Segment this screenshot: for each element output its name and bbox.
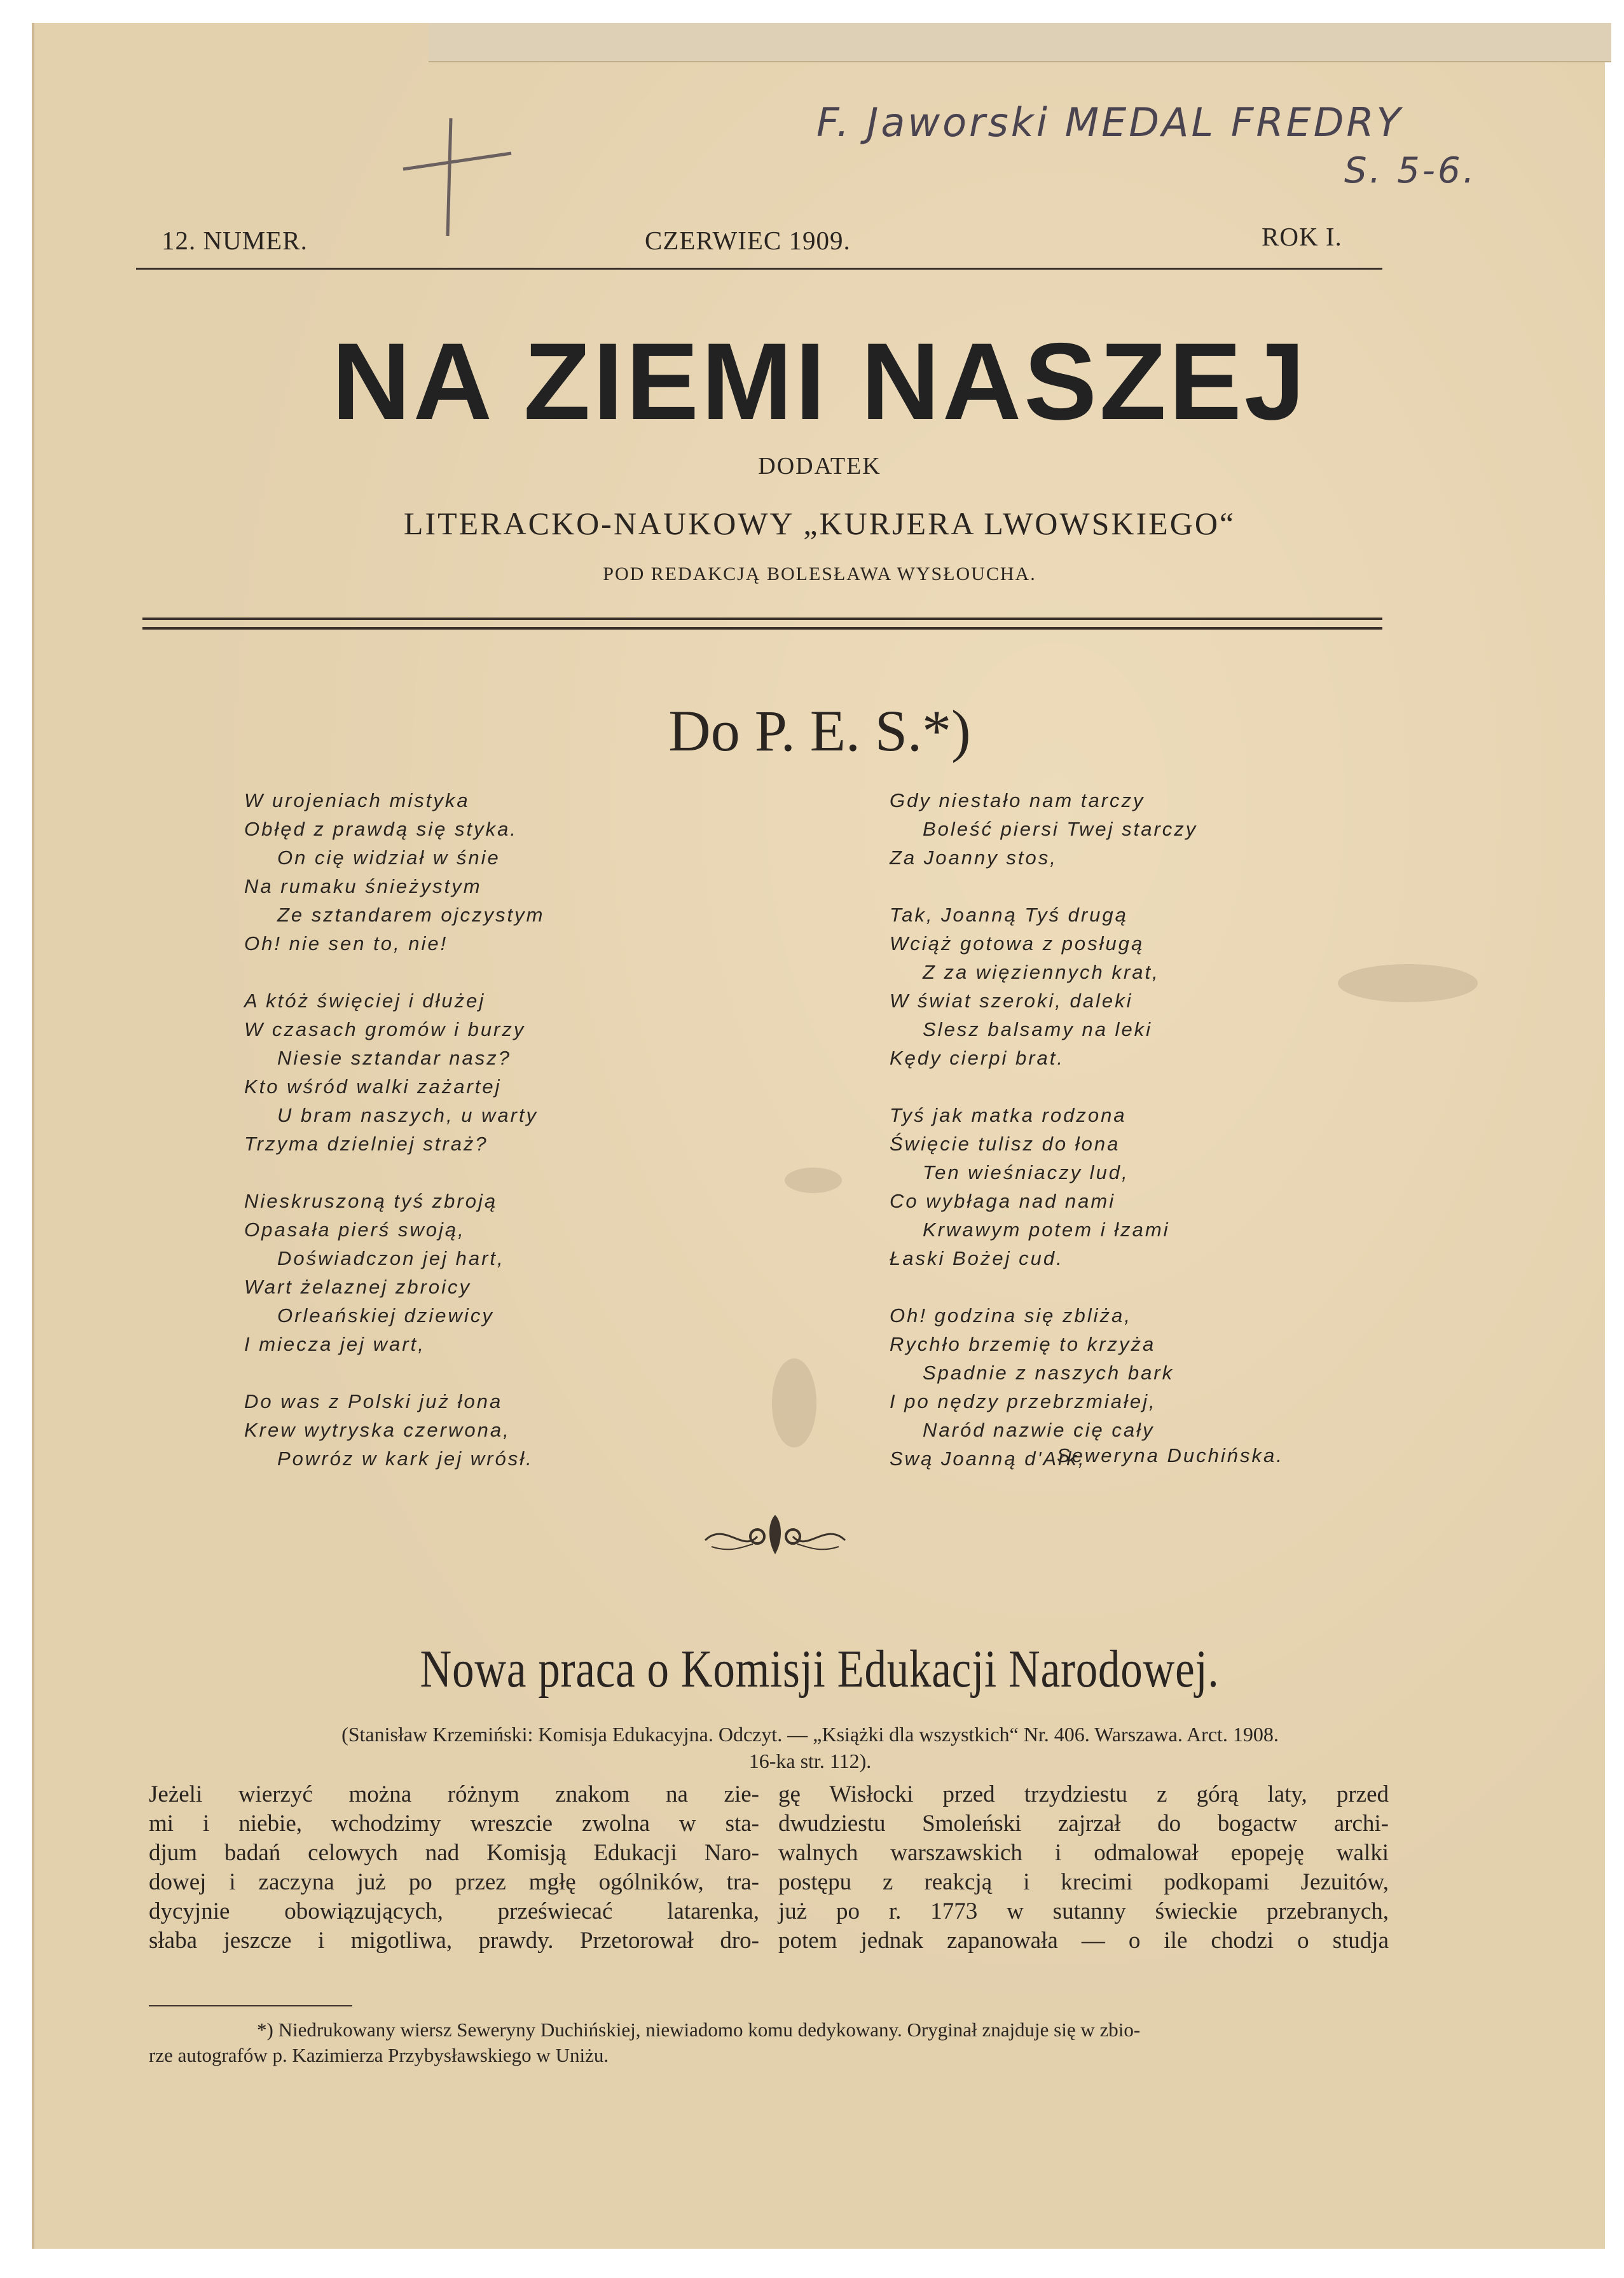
footnote-rule: [149, 2005, 352, 2006]
article-title: Nowa praca o Komisji Edukacji Narodowej.: [420, 1639, 1220, 1699]
poem-line: Boleść piersi Twej starczy: [923, 818, 1198, 840]
poem-line: Wart żelaznej zbroicy: [244, 1276, 472, 1298]
footnote-line1: *) Niedrukowany wiersz Seweryny Duchińskiej, niewiadomo komu dedykowany. Oryginał znajduje się w zbio-: [257, 2019, 1141, 2041]
poem-line: Za Joanny stos,: [890, 846, 1057, 869]
masthead-subtitle-literary: LITERACKO-NAUKOWY „KURJERA LWOWSKIEGO“: [403, 506, 1236, 541]
poem-line: Kędy cierpi brat.: [890, 1047, 1064, 1069]
article-reference: [174, 1721, 1446, 1774]
article-left-column: [149, 1780, 759, 1956]
poem-line: Na rumaku śnieżystym: [244, 875, 482, 897]
poem-line: Obłęd z prawdą się styka.: [244, 818, 518, 840]
issue-number: 12. NUMER.: [162, 226, 308, 255]
poem-line: Łaski Bożej cud.: [890, 1247, 1064, 1269]
poem-line: I po nędzy przebrzmiałej,: [890, 1390, 1157, 1412]
article-line: dycyjnie obowiązujących, przeświecać latarenka,: [149, 1898, 759, 1924]
poem-right-column: [890, 786, 1373, 1473]
poem-line: W urojeniach mistyka: [244, 789, 470, 811]
poem-line: Wciąż gotowa z posługą: [890, 932, 1145, 955]
article-reference-line1: (Stanisław Krzemiński: Komisja Edukacyjna. Odczyt. — „Książki dla wszystkich“ Nr. 406. Warszawa. Arct. 1908.: [341, 1723, 1279, 1746]
poem-line: Do was z Polski już łona: [244, 1390, 503, 1412]
poem-line: W czasach gromów i burzy: [244, 1018, 526, 1040]
stanza-gap: [244, 1358, 689, 1387]
handwritten-page-ref: S. 5-6.: [1344, 150, 1477, 191]
article-reference-line2: 16-ka str. 112).: [748, 1750, 872, 1772]
stanza-gap: [244, 958, 689, 986]
handwritten-note: F. Jaworski MEDAL FREDRY: [816, 99, 1403, 146]
article-line: djum badań celowych nad Komisją Edukacji Naro-: [149, 1840, 759, 1866]
poem-line: Nieskruszoną tyś zbroją: [244, 1190, 498, 1212]
article-line: mi i niebie, wchodzimy wreszcie zwolna w sta-: [149, 1811, 759, 1837]
masthead-title: NA ZIEMI NASZEJ: [331, 321, 1308, 443]
poem-line: Krew wytryska czerwona,: [244, 1419, 511, 1441]
masthead-double-rule-top: [142, 618, 1382, 620]
ink-stain: [785, 1168, 842, 1193]
poem-line: Trzyma dzielniej straż?: [244, 1133, 488, 1155]
pencil-cross-mark: [390, 112, 518, 239]
poem-line: Naród nazwie cię cały: [923, 1419, 1155, 1441]
article-line: słaba jeszcze i migotliwa, prawdy. Przetorował dro-: [149, 1928, 759, 1954]
header-rule: [136, 268, 1382, 270]
footnote: [149, 2017, 1433, 2068]
poem-line: On cię widział w śnie: [277, 846, 500, 869]
poem-line: Oh! nie sen to, nie!: [244, 932, 448, 955]
poem-line: Spadnie z naszych bark: [923, 1362, 1174, 1384]
poem-line: Święcie tulisz do łona: [890, 1133, 1120, 1155]
poem-line: Kto wśród walki zażartej: [244, 1075, 502, 1098]
stanza-gap: [890, 1072, 1373, 1101]
stanza-gap: [890, 1273, 1373, 1301]
poem-line: Ten wieśniaczy lud,: [923, 1161, 1129, 1184]
newspaper-page: [32, 23, 1605, 2249]
poem-line: Z za więziennych krat,: [923, 961, 1160, 983]
floral-ornament: [699, 1508, 851, 1559]
paper-edge: [429, 23, 1611, 62]
poem-line: W świat szeroki, daleki: [890, 990, 1133, 1012]
poem-line: Powróz w kark jej wrósł.: [277, 1447, 533, 1470]
poem-line: Tyś jak matka rodzona: [890, 1104, 1127, 1126]
poem-line: Niesie sztandar nasz?: [277, 1047, 511, 1069]
ink-stain: [772, 1358, 816, 1447]
article-line: gę Wisłocki przed trzydziestu z górą laty, przed: [778, 1781, 1389, 1807]
poem-line: Ze sztandarem ojczystym: [277, 904, 545, 926]
poem-line: Krwawym potem i łzami: [923, 1218, 1170, 1241]
article-right-column: [778, 1780, 1389, 1956]
issue-date: CZERWIEC 1909.: [645, 226, 851, 255]
footnote-line2: rze autografów p. Kazimierza Przybysławskiego w Uniżu.: [149, 2044, 609, 2066]
poem-line: Orleańskiej dziewicy: [277, 1304, 494, 1327]
stanza-gap: [890, 872, 1373, 901]
issue-year: ROK I.: [1262, 222, 1342, 251]
article-line: dowej i zaczyna już po przez mgłę ogólników, tra-: [149, 1869, 759, 1895]
poem-line: Rychło brzemię to krzyża: [890, 1333, 1156, 1355]
article-line: Jeżeli wierzyć można różnym znakom na zie-: [149, 1781, 759, 1807]
article-line: postępu z reakcją i krecimi podkopami Jezuitów,: [778, 1869, 1389, 1895]
poem-line: Swą Joanną d'Ark,: [890, 1447, 1086, 1470]
poem-line: I miecza jej wart,: [244, 1333, 425, 1355]
masthead-double-rule-bottom: [142, 627, 1382, 630]
poem-line: Opasała pierś swoją,: [244, 1218, 465, 1241]
poem-line: Tak, Joanną Tyś drugą: [890, 904, 1128, 926]
masthead-editor-line: POD REDAKCJĄ BOLESŁAWA WYSŁOUCHA.: [603, 563, 1036, 584]
poem-line: A któż święciej i dłużej: [244, 990, 486, 1012]
article-line: potem jednak zapanowała — o ile chodzi o studja: [778, 1928, 1389, 1954]
poem-left-column: [244, 786, 689, 1473]
poem-line: Gdy niestało nam tarczy: [890, 789, 1145, 811]
poem-line: Co wybłaga nad nami: [890, 1190, 1116, 1212]
poem-line: U bram naszych, u warty: [277, 1104, 539, 1126]
poem-title: Do P. E. S.*): [668, 698, 971, 763]
article-line: już po r. 1773 w sutanny świeckie przebranych,: [778, 1898, 1389, 1924]
masthead-subtitle-dodatek: DODATEK: [758, 453, 881, 480]
poem-line: Oh! godzina się zbliża,: [890, 1304, 1132, 1327]
article-line: dwudziestu Smoleński zajrzał do bogactw archi-: [778, 1811, 1389, 1837]
stanza-gap: [244, 1158, 689, 1187]
article-line: walnych warszawskich i odmalował epopeję walki: [778, 1840, 1389, 1866]
poem-author: Seweryna Duchińska.: [1057, 1444, 1284, 1467]
poem-line: Doświadczon jej hart,: [277, 1247, 505, 1269]
poem-line: Slesz balsamy na leki: [923, 1018, 1153, 1040]
